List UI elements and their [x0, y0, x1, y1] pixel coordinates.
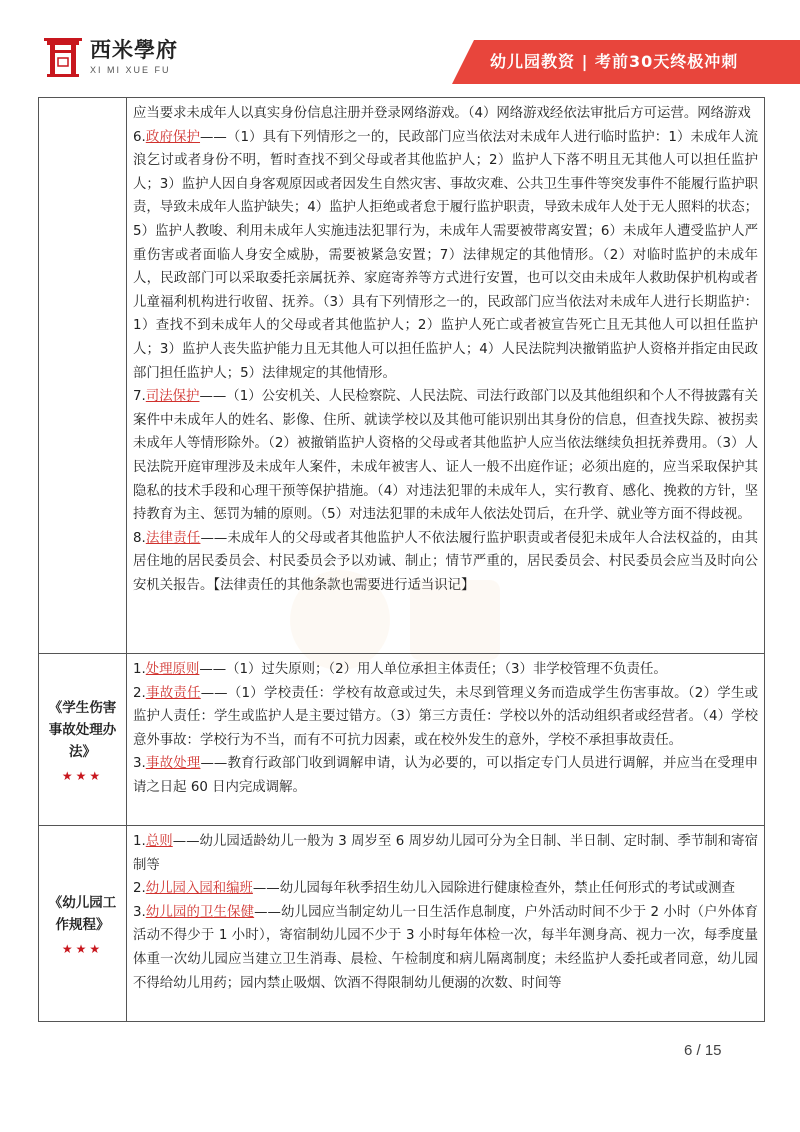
keyword-link: 幼儿园入园和编班 [145, 881, 253, 897]
row-content [127, 98, 764, 601]
keyword-link: 幼儿园的卫生保健 [145, 904, 255, 920]
content-table [38, 97, 765, 1022]
row-title-cell [39, 826, 127, 1022]
header-banner [452, 40, 800, 84]
keyword-link: 司法保护 [145, 389, 200, 405]
row-title: 《学生伤害事故处理办法》 [48, 699, 117, 760]
logo-subtitle: XI MI XUE FU [90, 65, 171, 75]
row-content [127, 654, 764, 804]
row-content [127, 826, 764, 999]
row-title-cell [39, 98, 127, 654]
keyword-link: 总则 [145, 834, 173, 849]
table-row [39, 98, 765, 654]
keyword-link: 政府保护 [145, 129, 201, 145]
paragraph: 2.幼儿园入园和编班——幼儿园每年秋季招生幼儿入园除进行健康检查外，禁止任何形式的考试或测查 [133, 881, 735, 897]
keyword-link: 处理原则 [145, 662, 200, 677]
star-rating: ★★★ [61, 941, 104, 956]
paragraph: 1.总则——幼儿园适龄幼儿一般为 3 周岁至 6 周岁幼儿园可分为全日制、半日制、定时制、季节制和寄宿制等 [133, 834, 759, 873]
keyword-link: 法律责任 [145, 530, 201, 546]
banner-title: 幼儿园教资 | 考前30天终极冲刺 [490, 52, 739, 71]
paragraph: 1.处理原则——（1）过失原则；（2）用人单位承担主体责任；（3）非学校管理不负责任。 [133, 662, 667, 677]
row-content-cell [127, 826, 765, 1022]
table-row [39, 826, 765, 1022]
row-title-cell [39, 654, 127, 826]
row-title: 《幼儿园工作规程》 [48, 894, 117, 933]
paragraph: 应当要求未成年人以真实身份信息注册并登录网络游戏。（4）网络游戏经依法审批后方可运营。网络游戏 [133, 106, 751, 121]
keyword-link: 事故责任 [145, 685, 201, 701]
page-header [0, 0, 800, 92]
paragraph: 3.事故处理——教育行政部门收到调解申请，认为必要的，可以指定专门人员进行调解，并应当在受理申请之日起 60 日内完成调解。 [133, 756, 759, 795]
table-row [39, 654, 765, 826]
paragraph: 2.事故责任——（1）学校责任：学校有故意或过失，未尽到管理义务而造成学生伤害事故。（2）学生或监护人责任：学生或监护人是主要过错方。（3）第三方责任：学校以外的活动组织者或经营者。（4）学校意外事故：学校行为不当，而有不可抗力因素，或在校外发生的意外，学校不承担事故责任。 [133, 685, 759, 748]
paragraph: 3.幼儿园的卫生保健——幼儿园应当制定幼儿一日生活作息制度，户外活动时间不少于 2 小时（户外体育活动不得少于 1 小时），寄宿制幼儿园不少于 3 小时每年体检一次，每半年测身高、视力一次，每季度量体重一次幼儿园应当建立卫生消毒、晨检、午检制度和病儿隔离制度；未经监护人委托或者同意，幼儿园不得给幼儿用药；园内禁止吸烟、饮酒不得限制幼儿便溺的次数、时间等 [133, 904, 759, 991]
paragraph: 6.政府保护——（1）具有下列情形之一的，民政部门应当依法对未成年人进行临时监护：1）未成年人流浪乞讨或者身份不明，暂时查找不到父母或者其他监护人；2）监护人下落不明且无其他人可以担任监护人；3）监护人因自身客观原因或者因发生自然灾害、事故灾难、公共卫生事件等突发事件不能履行监护职责，导致未成年人监护缺失；4）监护人拒绝或者怠于履行监护职责，导致未成年人处于无人照料的状态；5）监护人教唆、利用未成年人实施违法犯罪行为，未成年人需要被带离安置；6）未成年人遭受监护人严重伤害或者面临人身安全威胁，需要被紧急安置；7）法律规定的其他情形。（2）对临时监护的未成年人，民政部门可以采取委托亲属抚养、家庭寄养等方式进行安置，也可以交由未成年人救助保护机构或者儿童福利机构进行收留、抚养。（3）具有下列情形之一的，民政部门应当依法对未成年人进行长期监护：1）查找不到未成年人的父母或者其他监护人；2）监护人死亡或者被宣告死亡且无其他人可以担任监护人；3）监护人丧失监护能力且无其他人可以担任监护人；4）人民法院判决撤销监护人资格并指定由民政部门担任监护人；5）法律规定的其他情形。 [133, 129, 758, 381]
star-rating: ★★★ [61, 768, 104, 783]
paragraph: 7.司法保护——（1）公安机关、人民检察院、人民法院、司法行政部门以及其他组织和个人不得披露有关案件中未成年人的姓名、影像、住所、就读学校以及其他可能识别出其身份的信息，但查找失踪、被拐卖未成年人等情形除外。（2）被撤销监护人资格的父母或者其他监护人应当依法继续负担抚养费用。（3）人民法院开庭审理涉及未成年人案件，未成年被害人、证人一般不出庭作证；必须出庭的，应当采取保护其隐私的技术手段和心理干预等保护措施。（4）对违法犯罪的未成年人，实行教育、感化、挽救的方针，坚持教育为主、惩罚为辅的原则。（5）对违法犯罪的未成年人依法处罚后，在升学、就业等方面不得歧视。 [133, 389, 758, 523]
keyword-link: 事故处理 [145, 756, 201, 772]
logo-name: 西米學府 [90, 37, 178, 62]
paragraph: 8.法律责任——未成年人的父母或者其他监护人不依法履行监护职责或者侵犯未成年人合法权益的，由其居住地的居民委员会、村民委员会予以劝诫、制止；情节严重的，居民委员会、村民委员会应当及时向公安机关报告。【法律责任的其他条款也需要进行适当识记】 [133, 530, 759, 593]
row-content-cell [127, 98, 765, 654]
logo-gate-icon [44, 38, 82, 78]
logo [44, 38, 178, 78]
page-number: 6 / 15 [684, 1042, 722, 1059]
row-content-cell [127, 654, 765, 826]
footer-decoration [0, 1074, 800, 1132]
